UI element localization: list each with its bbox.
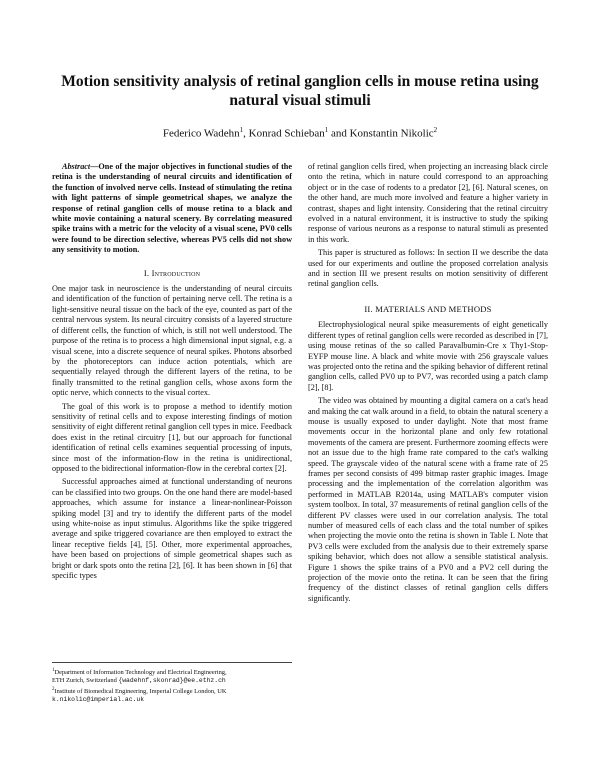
methods-paragraph: Electrophysiological neural spike measurements of eight genetically different types of retinal ganglion cells were recorded as described in [7], using mouse retinas of the so called Paravalbumin-Cre x Thy1-Stop-EYFP mouse line. A black and white movie with 256 grayscale values was projected onto the retina and the spiking behavior of different retinal ganglion cells, called PV0 up to PV7, was recorded using a patch clamp [2], [8]. [308,320,548,392]
footnote-text: ETH Zurich, Switzerland [52,677,117,685]
footnote-mark: 1 [52,668,55,673]
footnote-1-cont [52,677,292,685]
footnote-2 [52,686,292,696]
abstract [52,162,292,256]
email-address: {wadehnf,skonrad}@ee.ethz.ch [118,677,226,685]
left-column [52,162,292,584]
affiliation-mark: 1 [324,126,329,134]
footnote-mark: 2 [52,686,55,692]
author-name: Konstantin Nikolic [349,127,434,140]
intro-paragraph: One major task in neuroscience is the understanding of neural circuits and identification of the function of pertaining nerve cell. The retina is a light-sensitive neural tissue on the back of the eye, counted as part of the central nervous system. Its neural circuitry consists of a layered structure of different cells, the function of which, is still not well understood. The purpose of the retina is to process a high dimensional input signal, e.g. a visual scene, into a discrete sequence of neural spikes. Photons absorbed by the photoreceptors can induce action potentials, which are sequentially relayed through the different layers of the retina, to be finally transmitted to the retinal ganglion cells, whose axons form the optic nerve, which connects to the visual cortex. [52,284,292,398]
intro-paragraph: This paper is structured as follows: In section II we describe the data used for our experiments and outline the proposed correlation analysis and in section III we present results on motion sensitivity of different retinal ganglion cells. [308,248,548,289]
abstract-text: One of the major objectives in functional studies of the retina is the understanding of neural circuits and identification of the function of involved nerve cells. Instead of stimulating the retina with light patterns of simple geometrical shapes, we analyze the response of retinal ganglion cells of mouse retina to a black and white movie containing a natural scenery. By correlating measured spike trains with a metric for the velocity of a visual scene, PV0 cells were found to be direction selective, whereas PV5 cells did not show any sensitivity to motion. [52,162,292,255]
footnotes [52,662,292,704]
section-title: Introduction [151,267,201,278]
abstract-dash: — [90,162,99,171]
methods-paragraph: The video was obtained by mounting a digital camera on a cat's head and making the cat walk around in a field, to obtain the natural scenery a mouse is usually exposed to under daylight. Note that most frame movements occur in the horizontal plane and only few rotational movements of the camera are present. Furthermore zooming effects were not an issue due to the high frame rate compared to the cat's walking speed. The grayscale video of the natural scene with a frame rate of 25 frames per second consists of 499 bitmap raster graphic images. Image processing and the implementation of the correlation algorithm was performed in MATLAB R2014a, using MATLAB's computer vision system toolbox. In total, 37 measurements of retinal ganglion cells of the different PV classes were used in our correlation analysis. The total number of measured cells of each class and the total number of spikes when projecting the movie onto the retina is shown in Table I. Note that PV3 cells were excluded from the analysis due to their extremely sparse spiking behavior, which does not allow a sensible statistical analysis. Figure 1 shows the spike trains of a PV0 and a PV2 cell during the projection of the movie onto the retina. It can be seen that the firing frequency of the distinct classes of retinal ganglion cells differs significantly. [308,396,548,603]
section-heading-introduction [52,268,292,278]
author-name: Federico Wadehn [162,127,240,140]
footnote-text: Institute of Biomedical Engineering, Imperial College London, UK [54,687,227,695]
author-name: Konrad Schieban [248,127,325,140]
section-number: II. [364,303,373,314]
abstract-label: Abstract [62,162,91,171]
footnote-1 [52,667,292,677]
intro-paragraph: The goal of this work is to propose a method to identify motion sensitivity of retinal cells and to expose interesting findings of motion sensitivity of eight different retinal ganglion cell types in mice. Feedback does exist in the retinal circuitry [1], but our approach for functional identification of retinal cells examines sequential processing of inputs, since most of the information-flow in the retina is unidirectional, opposed to the bidirectional information-flow in the cerebral cortex [2]. [52,401,292,473]
affiliation-mark: 1 [239,126,244,134]
intro-paragraph: Successful approaches aimed at functional understanding of neurons can be classified into two groups. On the one hand there are model-based approaches, which assume for instance a linear-nonlinear-Poisson spiking model [3] and try to identify the different parts of the model using white-noise as input stimulus. Algorithms like the spike triggered average and spike triggered covariance are then employed to extract the linear receptive fields [4], [5]. Other, more experimental approaches, have been based on projections of simple geometrical shapes such as bright or dark spots onto the retina [2], [6]. It has been shown in [6] that specific types [52,477,292,581]
footnote-text: Department of Information Technology and Electrical Engineering, [54,669,227,677]
author-conjunction: and [330,127,347,140]
paper-title: Motion sensitivity analysis of retinal ganglion cells in mouse retina using natural visual stimuli [61,73,539,109]
affiliation-mark: 2 [433,126,438,134]
author-line: Federico Wadehn$^1$, Konrad Schieban$^1$ and Konstantin Nikolic$^2$ [162,126,438,140]
email-address: k.nikolic@imperial.ac.uk [52,695,145,703]
right-column [308,162,548,607]
section-number: I. [143,267,150,278]
section-heading-methods [308,304,548,314]
section-title: MATERIALS AND METHODS [375,303,492,314]
intro-paragraph: of retinal ganglion cells fired, when projecting an increasing black circle onto the retina, which in nature could correspond to an approaching object or in the case of rodents to a predator [2], [6]. Natural scenes, on the other hand, are much more involved and feature a higher variety in contrast, shapes and light intensity. Considering that the retinal circuitry evolved in a natural environment, it is instructive to study the spiking response of various neurons as a response to natural stimuli as presented in this work. [308,162,548,244]
